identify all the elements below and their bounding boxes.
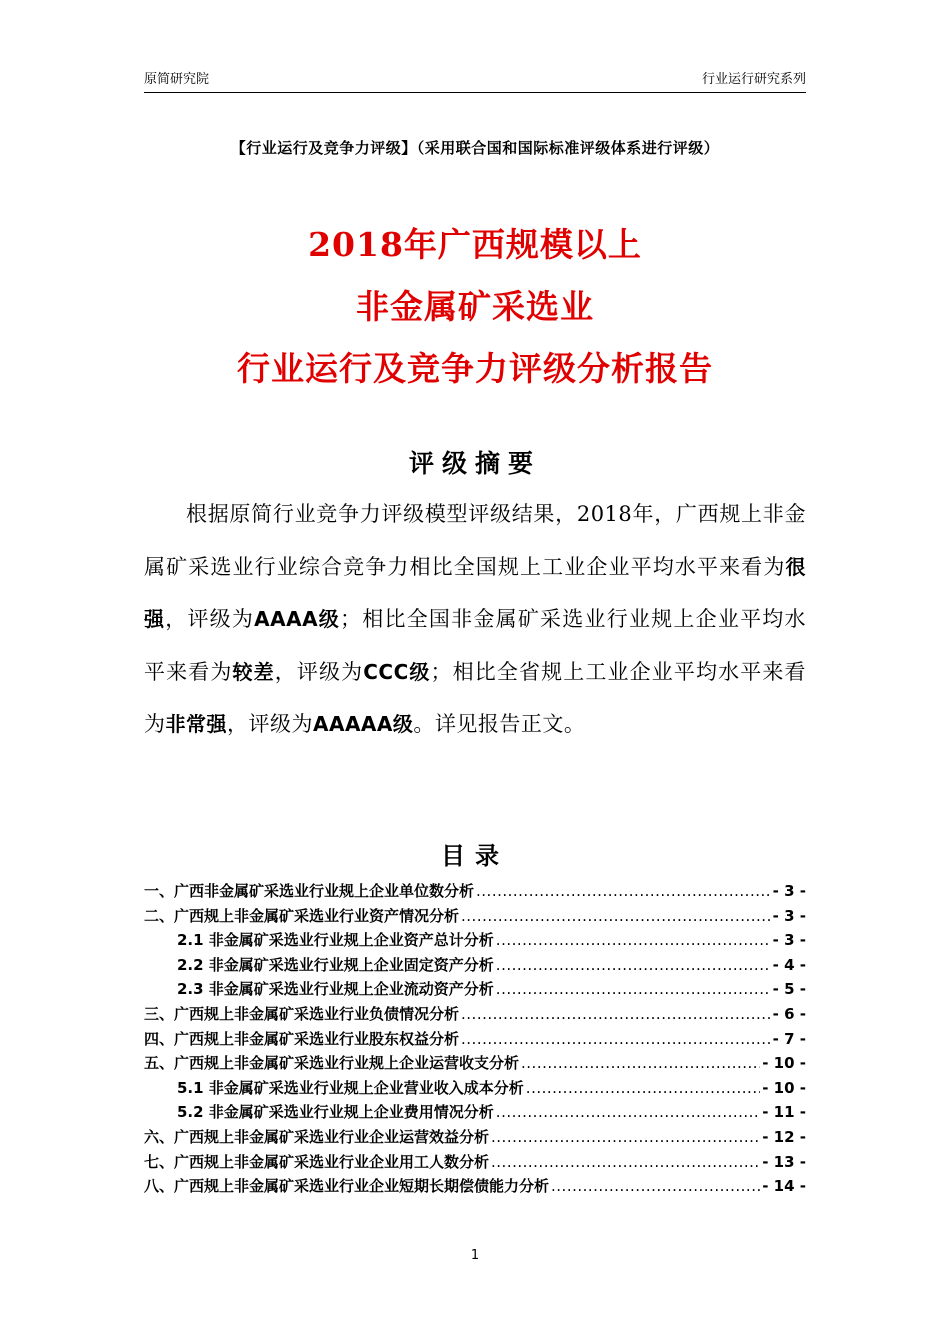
rating-grade: AAAAA级 bbox=[313, 712, 414, 736]
toc-entry-page: - 14 - bbox=[762, 1177, 806, 1196]
toc-entry[interactable] bbox=[144, 1051, 806, 1076]
toc-leader bbox=[521, 1051, 760, 1076]
toc-entry[interactable] bbox=[144, 1150, 806, 1175]
toc-leader bbox=[461, 1027, 771, 1052]
rating-term: 较差 bbox=[232, 659, 275, 684]
table-of-contents bbox=[144, 879, 806, 1199]
toc-entry-page: - 3 - bbox=[772, 931, 806, 950]
rating-term: 非常强 bbox=[165, 712, 227, 736]
toc-entry-label: 六、广西规上非金属矿采选业行业企业运营效益分析 bbox=[144, 1127, 490, 1146]
report-title bbox=[100, 214, 850, 400]
title-line-1: 2018年广西规模以上 bbox=[308, 225, 642, 264]
toc-entry[interactable] bbox=[144, 1174, 806, 1199]
summary-text: ，评级为 bbox=[274, 659, 364, 684]
toc-subentry[interactable] bbox=[144, 928, 806, 953]
toc-subentry[interactable] bbox=[144, 977, 806, 1002]
toc-entry-page: - 5 - bbox=[772, 980, 806, 999]
title-line-2: 非金属矿采选业 bbox=[356, 287, 594, 326]
header-left: 原简研究院 bbox=[144, 72, 210, 87]
toc-entry-label: 一、广西非金属矿采选业行业规上企业单位数分析 bbox=[144, 882, 475, 900]
summary-text: 。详见报告正文。 bbox=[413, 712, 586, 736]
toc-entry-page: - 3 - bbox=[772, 906, 806, 925]
toc-subentry[interactable] bbox=[144, 1100, 806, 1125]
page-header bbox=[144, 66, 806, 93]
toc-leader bbox=[496, 977, 771, 1002]
toc-entry-label: 七、广西规上非金属矿采选业行业企业用工人数分析 bbox=[144, 1152, 490, 1171]
toc-leader bbox=[491, 1150, 760, 1175]
summary-text: ；相比全国非金属矿采选业行业规上企业平均水平来看为 bbox=[144, 607, 807, 684]
toc-entry-label: 5.1 非金属矿采选业行业规上企业营业收入成本分析 bbox=[177, 1078, 524, 1097]
toc-heading: 目录 bbox=[441, 842, 509, 870]
toc-entry-page: - 10 - bbox=[762, 1054, 806, 1073]
toc-leader bbox=[496, 928, 771, 953]
toc-leader bbox=[551, 1174, 760, 1199]
summary-text: ；相比全省规上工业企业平均水平来看为 bbox=[144, 659, 807, 736]
header-right: 行业运行研究系列 bbox=[701, 72, 806, 87]
toc-entry-page: - 10 - bbox=[762, 1078, 806, 1097]
summary-text: ，评级为 bbox=[227, 712, 313, 736]
toc-entry-label: 八、广西规上非金属矿采选业行业企业短期长期偿债能力分析 bbox=[144, 1177, 550, 1196]
toc-entry[interactable] bbox=[144, 904, 806, 929]
toc-leader bbox=[496, 953, 771, 978]
toc-entry-page: - 4 - bbox=[772, 955, 806, 974]
toc-entry-page: - 7 - bbox=[772, 1029, 806, 1048]
toc-entry[interactable] bbox=[144, 1125, 806, 1150]
toc-entry-label: 2.2 非金属矿采选业行业规上企业固定资产分析 bbox=[177, 955, 494, 974]
toc-leader bbox=[496, 1100, 760, 1125]
report-tagline: 【行业运行及竞争力评级】（采用联合国和国际标准评级体系进行评级） bbox=[230, 139, 720, 157]
toc-entry[interactable] bbox=[144, 1027, 806, 1052]
toc-entry-label: 2.1 非金属矿采选业行业规上企业资产总计分析 bbox=[177, 931, 494, 950]
toc-entry-label: 五、广西规上非金属矿采选业行业规上企业运营收支分析 bbox=[144, 1054, 520, 1073]
summary-text: ，评级为 bbox=[165, 607, 255, 631]
toc-entry-label: 2.3 非金属矿采选业行业规上企业流动资产分析 bbox=[177, 980, 494, 999]
title-line-3: 行业运行及竞争力评级分析报告 bbox=[237, 349, 713, 388]
toc-entry-label: 5.2 非金属矿采选业行业规上企业费用情况分析 bbox=[177, 1103, 494, 1122]
toc-entry-page: - 3 - bbox=[772, 882, 806, 900]
toc-entry-page: - 12 - bbox=[762, 1127, 806, 1146]
toc-entry[interactable] bbox=[144, 879, 806, 904]
toc-entry-page: - 11 - bbox=[762, 1103, 806, 1122]
summary-paragraph bbox=[144, 488, 806, 751]
toc-leader bbox=[491, 1125, 760, 1150]
page-number: 1 bbox=[470, 1248, 480, 1263]
rating-term: 很强 bbox=[144, 554, 806, 631]
rating-grade: CCC级 bbox=[363, 659, 431, 684]
rating-grade: AAAA级 bbox=[254, 607, 341, 631]
toc-entry-label: 二、广西规上非金属矿采选业行业资产情况分析 bbox=[144, 906, 460, 925]
toc-entry-label: 三、广西规上非金属矿采选业行业负债情况分析 bbox=[144, 1004, 460, 1023]
toc-entry-page: - 6 - bbox=[772, 1004, 806, 1023]
toc-entry-page: - 13 - bbox=[762, 1152, 806, 1171]
toc-entry[interactable] bbox=[144, 1002, 806, 1027]
toc-subentry[interactable] bbox=[144, 953, 806, 978]
toc-subentry[interactable] bbox=[144, 1076, 806, 1101]
toc-entry-label: 四、广西规上非金属矿采选业行业股东权益分析 bbox=[144, 1029, 460, 1048]
summary-text: 根据原简行业竞争力评级模型评级结果，2018年，广西规上非金属矿采选业行业综合竞争力相比全国规上工业企业平均水平来看为 bbox=[144, 502, 806, 579]
toc-leader bbox=[476, 879, 771, 904]
toc-leader bbox=[461, 904, 771, 929]
toc-leader bbox=[526, 1076, 760, 1101]
summary-heading: 评级摘要 bbox=[408, 449, 541, 478]
toc-leader bbox=[461, 1002, 771, 1027]
